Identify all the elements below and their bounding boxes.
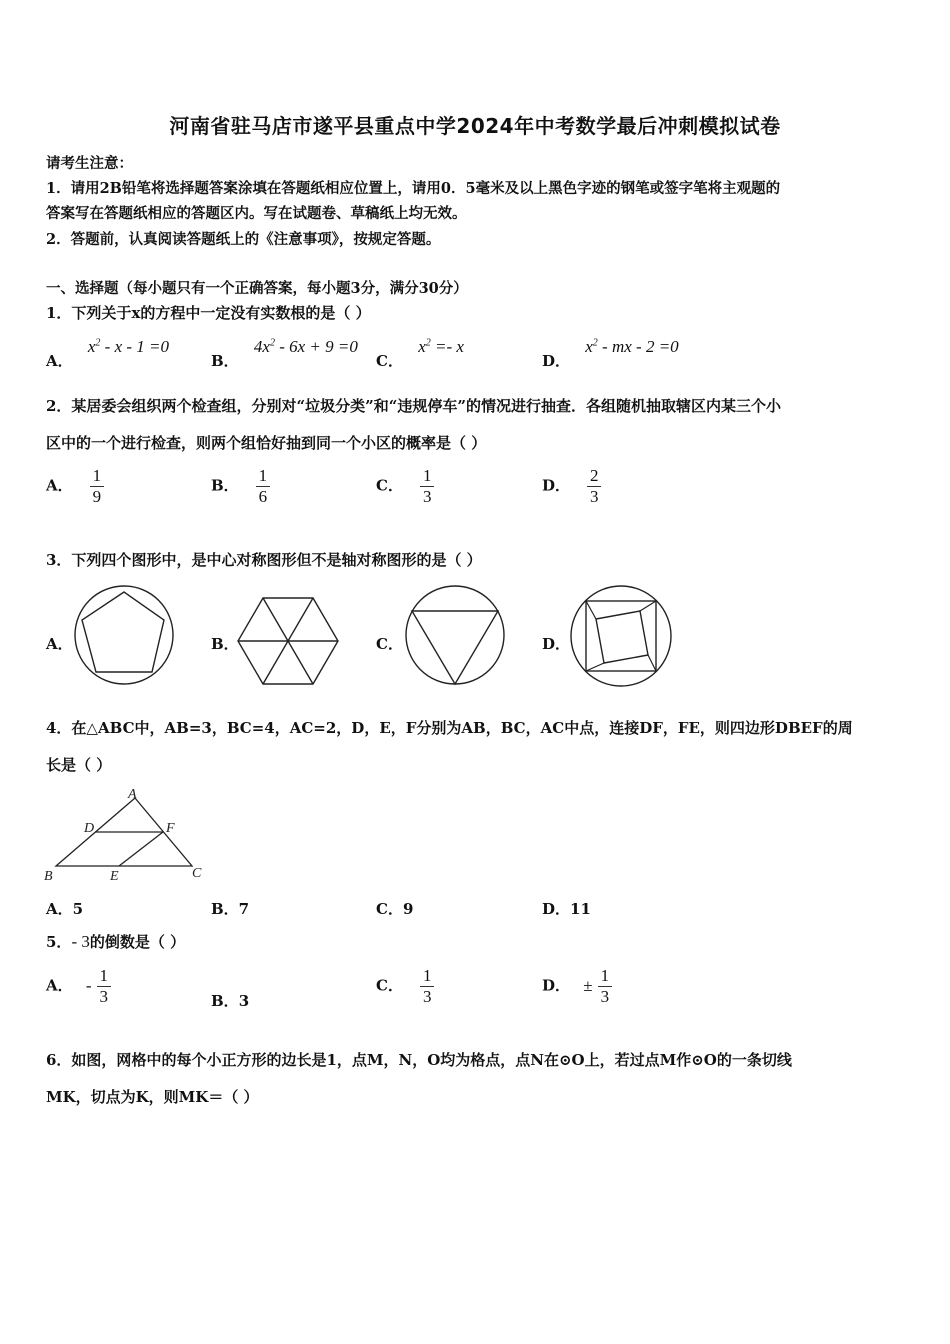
q1-option-a [46, 337, 169, 371]
q5-a-fraction: $\frac{1}{3}$ [97, 966, 111, 1007]
q2-d-fraction: $\frac{2}{3}$ [587, 466, 601, 507]
point-label-a: A [128, 787, 137, 802]
connector-line [648, 655, 656, 671]
q2-b-fraction: $\frac{1}{6}$ [256, 466, 270, 507]
question-4-stem-line-2: 长是（ ） [46, 756, 112, 774]
circle-shape [75, 586, 173, 684]
notice-line-3: 2．答题前，认真阅读答题纸上的《注意事项》，按规定答题。 [46, 231, 441, 248]
q5-b-value: 3 [238, 992, 250, 1010]
q5-d-fraction: $\frac{1}{3}$ [598, 966, 612, 1007]
q1-a-expr: $x^2 - x - 1 =0$ [87, 337, 170, 356]
q5-number: - 3 [71, 932, 90, 951]
q2-option-a [46, 466, 104, 507]
q2-option-b [211, 466, 270, 507]
point-label-b: B [44, 869, 53, 884]
question-1-stem: 1．下列关于x的方程中一定没有实数根的是（ ） [46, 304, 371, 322]
q5-option-a: A． - $\frac{1}{3}$ [46, 966, 111, 1007]
question-2-stem-line-1: 2．某居委会组织两个检查组，分别对“垃圾分类”和“违规停车”的情况进行抽查．各组随机抽取辖区内某三个小 [46, 397, 781, 415]
q5-c-fraction: $\frac{1}{3}$ [420, 966, 434, 1007]
option-label: A． [46, 352, 73, 370]
connector-line [586, 663, 604, 671]
section-heading: 一、选择题（每小题只有一个正确答案，每小题3分，满分30分） [46, 280, 468, 297]
circle-shape [406, 586, 504, 684]
q4-option-a: A．5 [46, 900, 84, 918]
q4-option-c: C．9 [376, 900, 414, 918]
figure-triangle-abc [40, 784, 220, 884]
figure-squares-in-circle [570, 584, 672, 688]
option-label: C． [376, 976, 403, 995]
q2-option-d [542, 466, 601, 507]
page-title: 河南省驻马店市遂平县重点中学2024年中考数学最后冲刺模拟试卷 [169, 114, 781, 138]
option-label: B． [211, 476, 239, 495]
option-label: B． [211, 352, 239, 370]
notice-heading: 请考生注意： [46, 155, 133, 172]
question-4-stem-line-1: 4．在△ABC中，AB=3，BC=4，AC=2，D，E，F分别为AB，BC，AC中点，连接DF，FE，则四边形DBEF的周 [46, 719, 853, 737]
point-label-c: C [192, 866, 202, 881]
figure-hexagon-with-diagonals [238, 595, 340, 687]
q4-option-b: B．7 [211, 900, 250, 918]
option-label: A． [46, 476, 73, 495]
q1-b-expr: $4x^2 - 6x + 9 =0$ [253, 337, 358, 356]
question-6-stem-line-2: MK，切点为K，则MK＝（ ） [46, 1088, 259, 1106]
q1-option-d [542, 337, 679, 371]
option-label: D． [542, 976, 571, 995]
inner-square-shape [596, 611, 648, 663]
q3-label-d: D． [542, 635, 571, 653]
q4-option-d: D．11 [542, 900, 591, 918]
question-6-stem-line-1: 6．如图，网格中的每个小正方形的边长是1，点M，N，O均为格点，点N在⊙O上，若过点M作⊙O的一条切线 [46, 1051, 792, 1069]
q3-label-b: B． [211, 635, 239, 653]
connector-line [640, 601, 656, 611]
option-label: A． [46, 976, 73, 995]
connector-line [586, 601, 596, 619]
notice-line-2: 答案写在答题纸相应的答题区内。写在试题卷、草稿纸上均无效。 [46, 205, 467, 222]
figure-pentagon-in-circle [73, 584, 175, 686]
segment-fe [119, 832, 163, 866]
point-label-f: F [166, 821, 175, 836]
question-2-stem-line-2: 区中的一个进行检查，则两个组恰好抽到同一个小区的概率是（ ） [46, 434, 487, 452]
point-label-e: E [110, 869, 119, 884]
q2-c-fraction: $\frac{1}{3}$ [420, 466, 434, 507]
q1-option-b [211, 337, 358, 371]
q2-a-fraction: $\frac{1}{9}$ [90, 466, 104, 507]
q3-label-c: C． [376, 635, 403, 653]
q5-option-d: D． ± $\frac{1}{3}$ [542, 966, 612, 1007]
q1-c-expr: $x^2 =- x$ [418, 337, 464, 356]
option-label: D． [542, 476, 571, 495]
pentagon-shape [82, 592, 164, 672]
figure-triangle-in-circle [404, 584, 506, 686]
question-5-stem: 5．- 3的倒数是（ ） [46, 932, 186, 951]
option-label: C． [376, 476, 403, 495]
option-label: D． [542, 352, 571, 370]
question-3-stem: 3．下列四个图形中，是中心对称图形但不是轴对称图形的是（ ） [46, 551, 482, 569]
option-label: C． [376, 352, 403, 370]
q1-option-c [376, 337, 464, 371]
option-label: B． [211, 992, 239, 1010]
q5-option-b [211, 990, 249, 1011]
point-label-d: D [84, 821, 95, 836]
notice-line-1: 1．请用2B铅笔将选择题答案涂填在答题纸相应位置上，请用0．5毫米及以上黑色字迹的钢笔或签字笔将主观题的 [46, 180, 781, 197]
q5-option-c [376, 966, 434, 1007]
q2-option-c [376, 466, 434, 507]
q3-label-a: A． [46, 635, 73, 653]
q1-d-expr: $x^2$ - mx - 2 =0 [585, 337, 679, 356]
